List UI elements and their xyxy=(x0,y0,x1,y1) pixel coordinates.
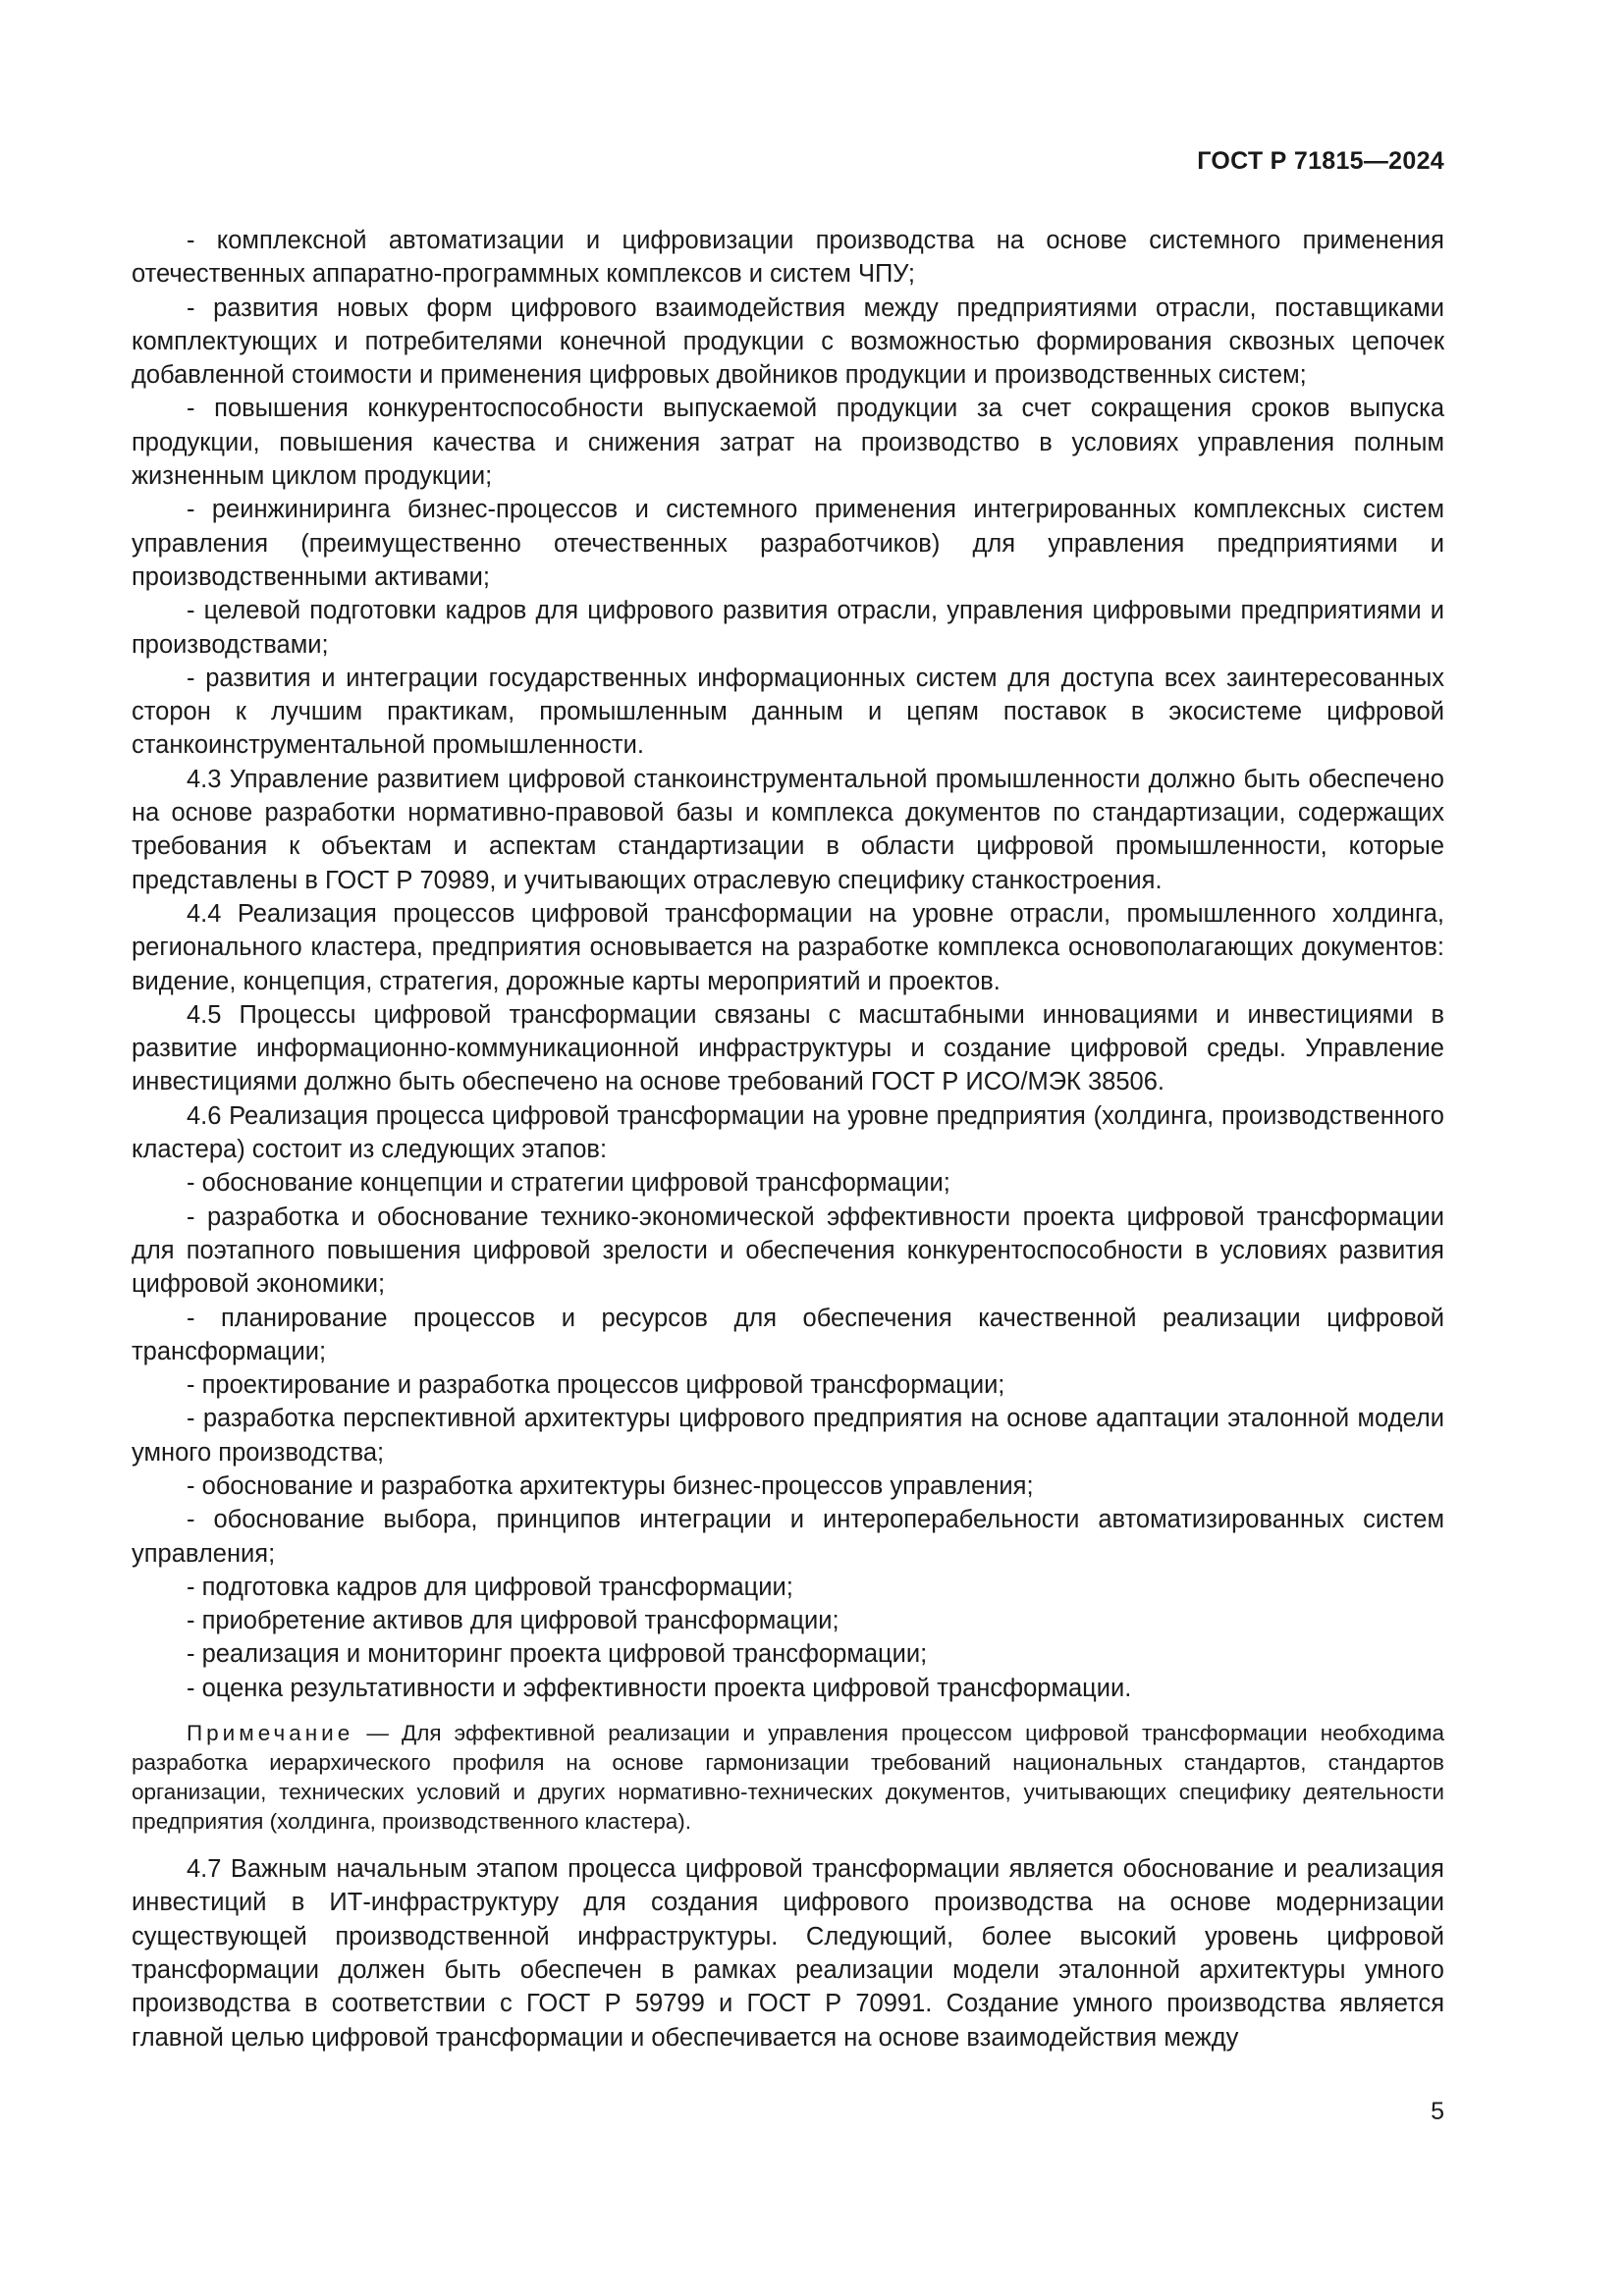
list-item: - реинжиниринга бизнес-процессов и системного применения интегрированных комплексных систем управления (преимущественно отечественных разработчиков) для управления предприятиями и производственными активами; xyxy=(132,496,1444,591)
note-label: Примечание xyxy=(187,1721,354,1746)
note-block xyxy=(132,1719,1444,1837)
document-header: ГОСТ Р 71815—2024 xyxy=(1197,147,1444,175)
list-item: - подготовка кадров для цифровой трансформации; xyxy=(187,1573,793,1601)
list-item: - разработка перспективной архитектуры цифрового предприятия на основе адаптации эталонной модели умного производства; xyxy=(132,1405,1444,1467)
list-item: - разработка и обоснование технико-экономической эффективности проекта цифровой трансформации для поэтапного повышения цифровой зрелости и обеспечения конкурентоспособности в условиях развития цифровой экономики; xyxy=(132,1202,1444,1299)
paragraph-4-4: 4.4 Реализация процессов цифровой трансформации на уровне отрасли, промышленного холдинга, регионального кластера, предприятия основывается на разработке комплекса основополагающих документов: видение, концепция, стратегия, дорожные карты мероприятий и проектов. xyxy=(132,899,1444,995)
paragraph-4-3: 4.3 Управление развитием цифровой станкоинструментальной промышленности должно быть обеспечено на основе разработки нормативно-правовой базы и комплекса документов по стандартизации, содержащих требования к объектам и аспектам стандартизации в области цифровой промышленности, которые представлены в ГОСТ Р 70989, и учитывающих отраслевую специфику станкостроения. xyxy=(132,765,1444,894)
list-item: - развития и интеграции государственных информационных систем для доступа всех заинтересованных сторон к лучшим практикам, промышленным данным и цепям поставок в экосистеме цифровой станкоинструментальной промышленности. xyxy=(132,664,1444,760)
list-item: - развития новых форм цифрового взаимодействия между предприятиями отрасли, поставщиками комплектующих и потребителями конечной продукции с возможностью формирования сквозных цепочек добавленной стоимости и применения цифровых двойников продукции и производственных систем; xyxy=(132,294,1444,390)
list-item: - проектирование и разработка процессов цифровой трансформации; xyxy=(187,1371,1005,1400)
list-item: - приобретение активов для цифровой трансформации; xyxy=(187,1607,839,1635)
list-item: - оценка результативности и эффективности проекта цифровой трансформации. xyxy=(187,1674,1132,1702)
list-item: - обоснование выбора, принципов интеграции и интероперабельности автоматизированных систем управления; xyxy=(132,1506,1444,1568)
note-text: — Для эффективной реализации и управления процессом цифровой трансформации необходима разработка иерархического профиля на основе гармонизации требований национальных стандартов, стандартов организации, технических условий и других нормативно-технических документов, учитывающих специфику деятельности предприятия (холдинга, производственного кластера). xyxy=(132,1721,1444,1835)
list-item: - повышения конкурентоспособности выпускаемой продукции за счет сокращения сроков выпуска продукции, повышения качества и снижения затрат на производство в условиях управления полным жизненным циклом продукции; xyxy=(132,395,1444,491)
list-item: - обоснование и разработка архитектуры бизнес-процессов управления; xyxy=(187,1471,1034,1500)
paragraph-4-6: 4.6 Реализация процесса цифровой трансформации на уровне предприятия (холдинга, производственного кластера) состоит из следующих этапов: xyxy=(132,1101,1444,1164)
list-item: - обоснование концепции и стратегии цифровой трансформации; xyxy=(187,1169,950,1198)
list-item: - планирование процессов и ресурсов для обеспечения качественной реализации цифровой трансформации; xyxy=(132,1304,1444,1365)
note-paragraph xyxy=(132,1719,1444,1837)
list-item: - реализация и мониторинг проекта цифровой трансформации; xyxy=(187,1640,928,1669)
paragraph-4-7: 4.7 Важным начальным этапом процесса цифровой трансформации является обоснование и реализация инвестиций в ИТ-инфраструктуру для создания цифрового производства на основе модернизации существующей производственной инфраструктуры. Следующий, более высокий уровень цифровой трансформации должен быть обеспечен в рамках реализации модели эталонной архитектуры умного производства в соответствии с ГОСТ Р 59799 и ГОСТ Р 70991. Создание умного производства является главной целью цифровой трансформации и обеспечивается на основе взаимодействия между xyxy=(132,1855,1444,2052)
list-item: - целевой подготовки кадров для цифрового развития отрасли, управления цифровыми предприятиями и производствами; xyxy=(132,597,1444,659)
document-body xyxy=(132,224,1444,2055)
list-item: - комплексной автоматизации и цифровизации производства на основе системного применения отечественных аппаратно-программных комплексов и систем ЧПУ; xyxy=(132,227,1444,289)
page-number: 5 xyxy=(1431,2098,1444,2125)
paragraph-4-5: 4.5 Процессы цифровой трансформации связаны с масштабными инновациями и инвестициями в развитие информационно-коммуникационной инфраструктуры и создание цифровой среды. Управление инвестициями должно быть обеспечено на основе требований ГОСТ Р ИСО/МЭК 38506. xyxy=(132,1000,1444,1096)
